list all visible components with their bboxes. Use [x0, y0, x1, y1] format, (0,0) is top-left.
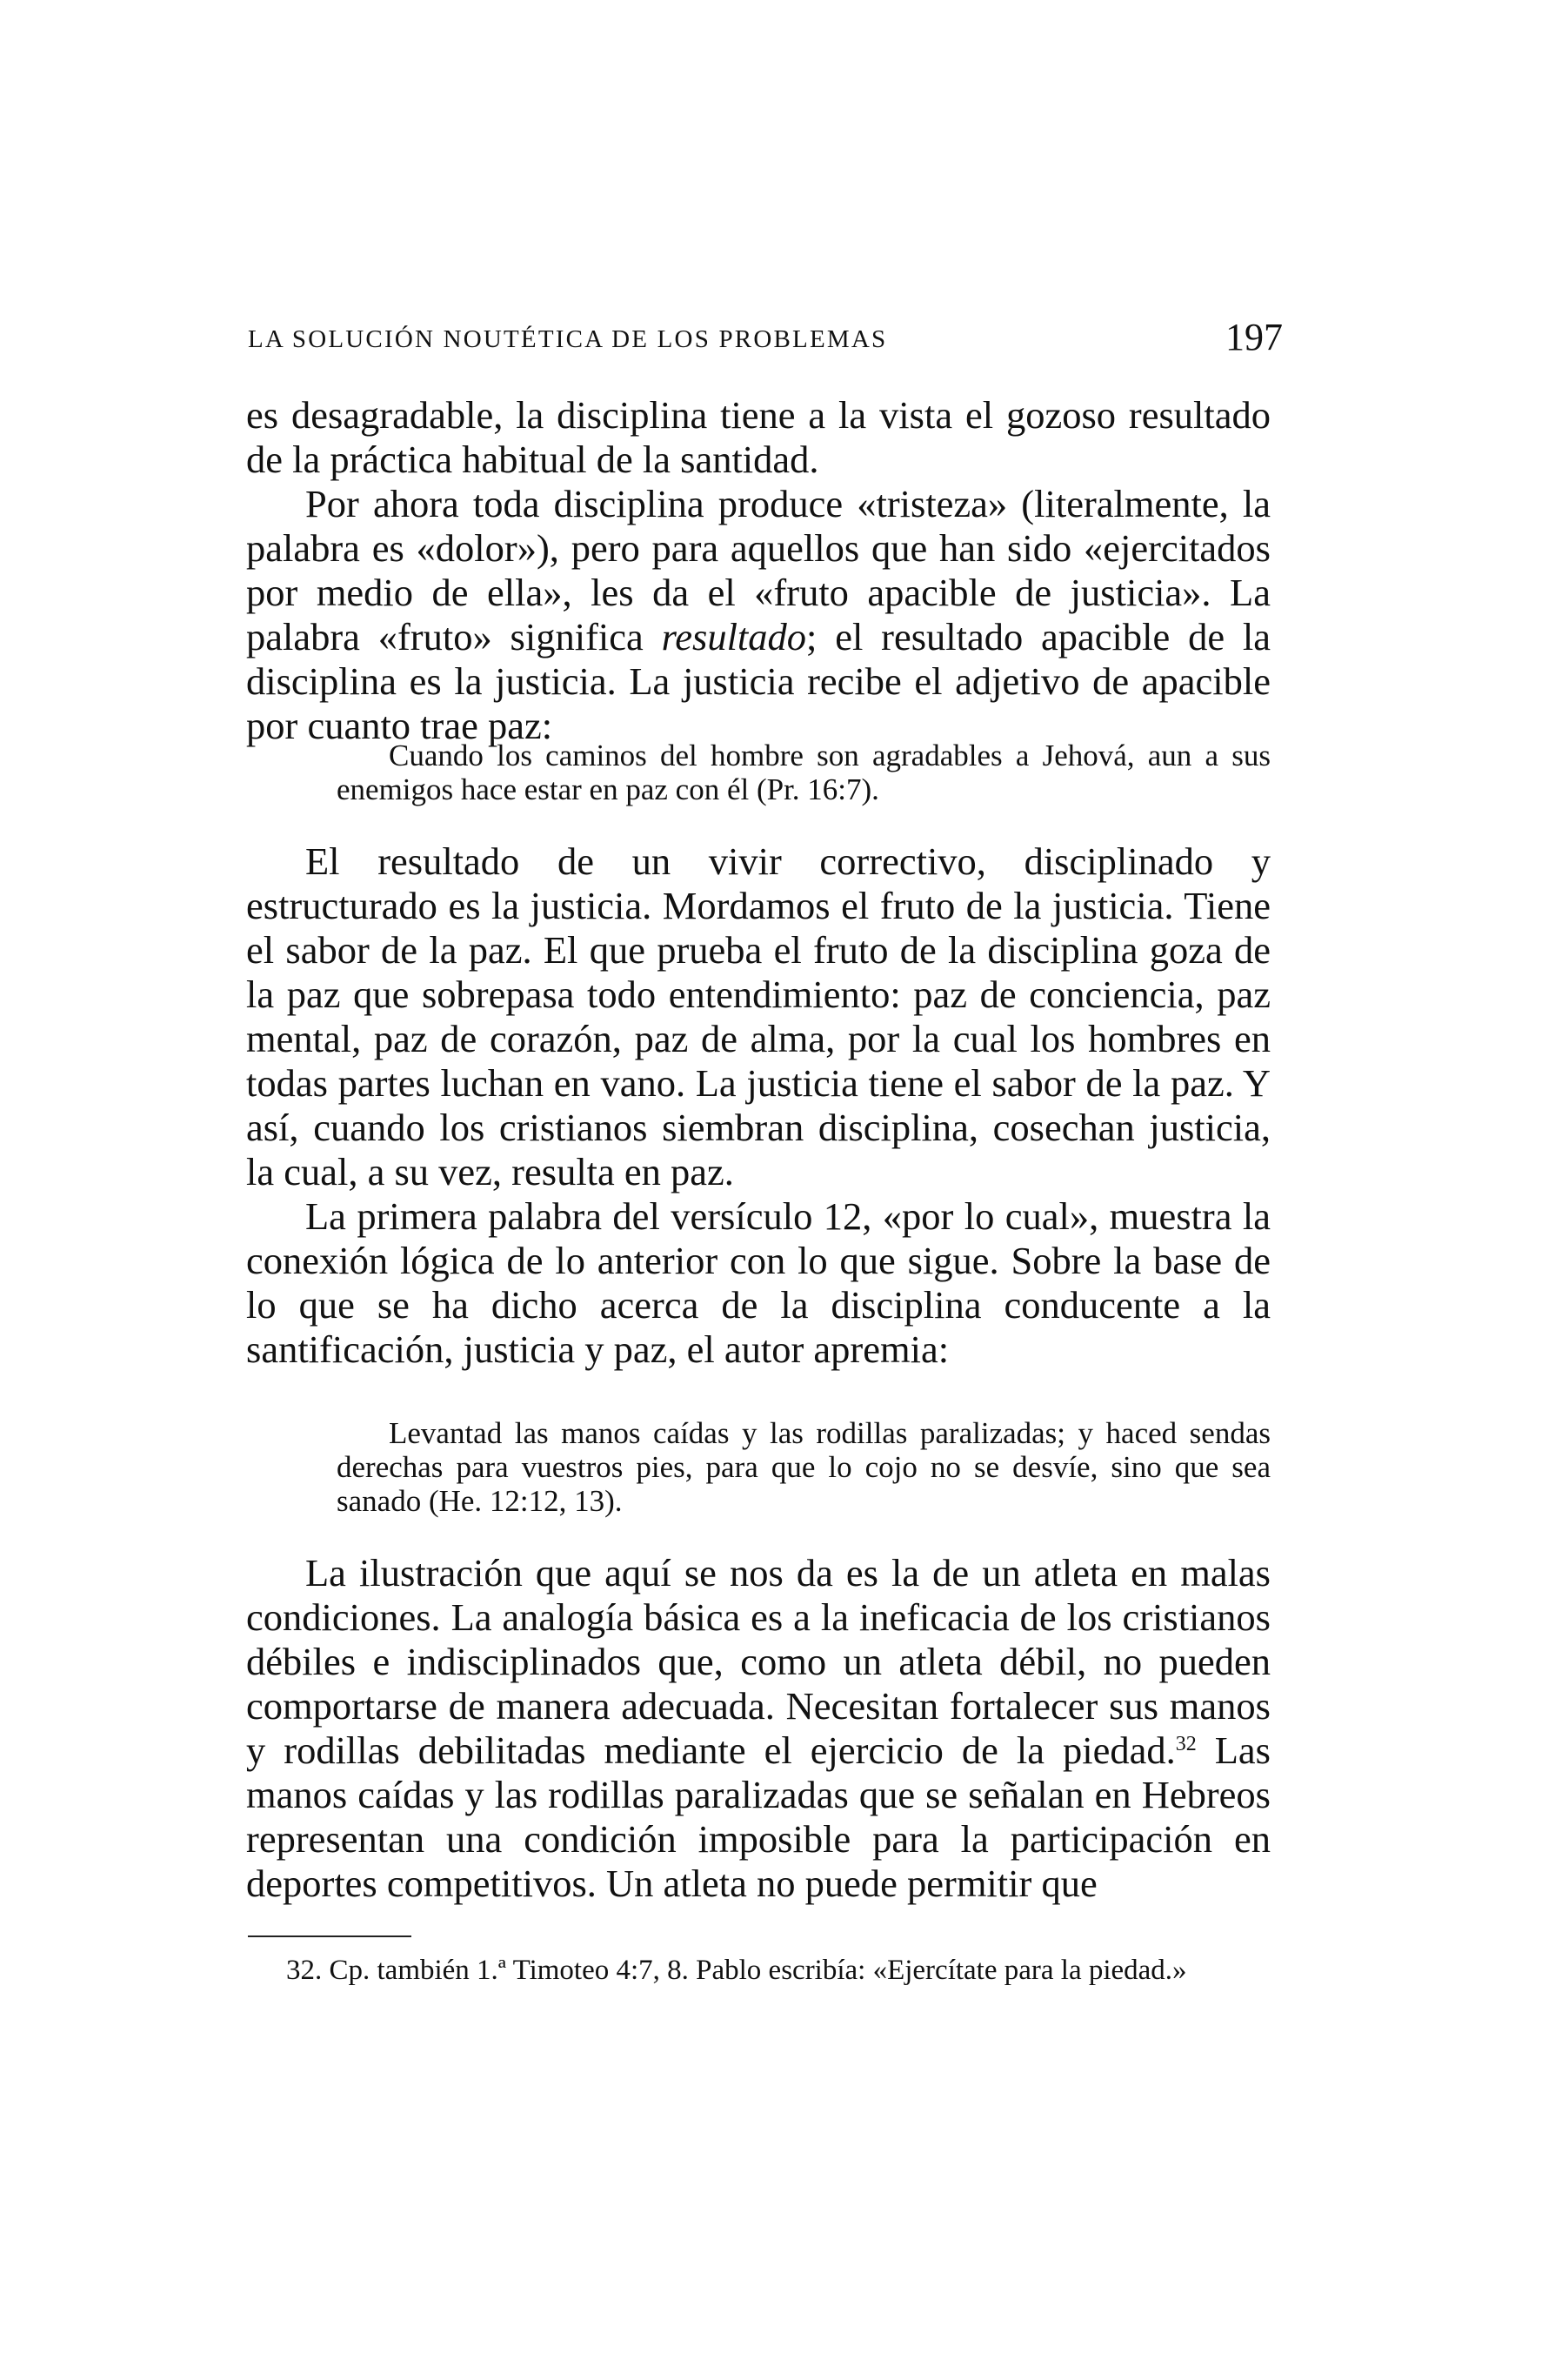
paragraph-text: La ilustración que aquí se nos da es la de un atleta en malas condiciones. La analogía básica es a la ineficacia de los cristianos débiles e indisciplinados que, como un atleta débil, no pueden comportarse de manera adecuada. Necesitan fortalecer sus manos y rodillas debilitadas mediante el ejercicio de la piedad. — [246, 1551, 1271, 1772]
paragraph-result-of-discipline: El resultado de un vivir correctivo, disciplinado y estructurado es la justicia. Mordamos el fruto de la justicia. Tiene el sabor de la paz. El que prueba el fruto de la disciplina goza de la paz que sobrepasa todo entendimiento: paz de conciencia, paz mental, paz de corazón, paz de alma, por la cual los hombres en todas partes luchan en vano. La justicia tiene el sabor de la paz. Y así, cuando los cristianos siembran disciplina, cosechan justicia, la cual, a su vez, resulta en paz. — [246, 839, 1271, 1193]
footnote-reference[interactable]: 32 — [1175, 1733, 1197, 1755]
quote-text: Levantad las manos caídas y las rodillas paralizadas; y haced sendas derechas para vuestros pies, para que lo cojo no se desvíe, sino que sea sanado (He. 12:12, 13). — [337, 1416, 1271, 1518]
block-quote-hebrews — [337, 1416, 1271, 1518]
paragraph-text: ; el resultado apacible de la disciplina es la justicia. La justicia recibe el adjetivo de apacible por cuanto trae paz: — [246, 615, 1271, 747]
body-block-3 — [246, 1551, 1271, 1906]
emphasis-resultado: resultado — [661, 615, 807, 659]
body-block-2 — [246, 839, 1271, 1372]
paragraph-discipline-fruit — [246, 482, 1271, 748]
running-title: LA SOLUCIÓN NOUTÉTICA DE LOS PROBLEMAS — [248, 325, 888, 353]
footnote-32: 32. Cp. también 1.ª Timoteo 4:7, 8. Pablo escribía: «Ejercítate para la piedad.» — [286, 1955, 1187, 1986]
paragraph-continuation: es desagradable, la disciplina tiene a la vista el gozoso resultado de la práctica habitual de la santidad. — [246, 393, 1271, 481]
quote-text: Cuando los caminos del hombre son agradables a Jehová, aun a sus enemigos hace estar en paz con él (Pr. 16:7). — [337, 739, 1271, 806]
paragraph-text: Por ahora toda disciplina produce «tristeza» (literalmente, la palabra es «dolor»), pero para aquellos que han sido «ejercitados por medio de ella», les da el «fruto apacible de justicia». La palabra «fruto» significa — [246, 482, 1271, 659]
page-number: 197 — [1225, 316, 1283, 358]
running-head — [248, 315, 1283, 358]
block-quote-proverbs — [337, 739, 1271, 806]
body-block-1 — [246, 393, 1271, 748]
paragraph-athlete-illustration — [246, 1551, 1271, 1906]
footnote-divider — [248, 1935, 411, 1937]
paragraph-verse-12: La primera palabra del versículo 12, «por lo cual», muestra la conexión lógica de lo anterior con lo que sigue. Sobre la base de lo que se ha dicho acerca de la disciplina conducente a la santificación, justicia y paz, el autor apremia: — [246, 1194, 1271, 1371]
paragraph-text: Las manos caídas y las rodillas paralizadas que se señalan en Hebreos representan una condición imposible para la participación en deportes competitivos. Un atleta no puede permitir que — [246, 1728, 1271, 1905]
